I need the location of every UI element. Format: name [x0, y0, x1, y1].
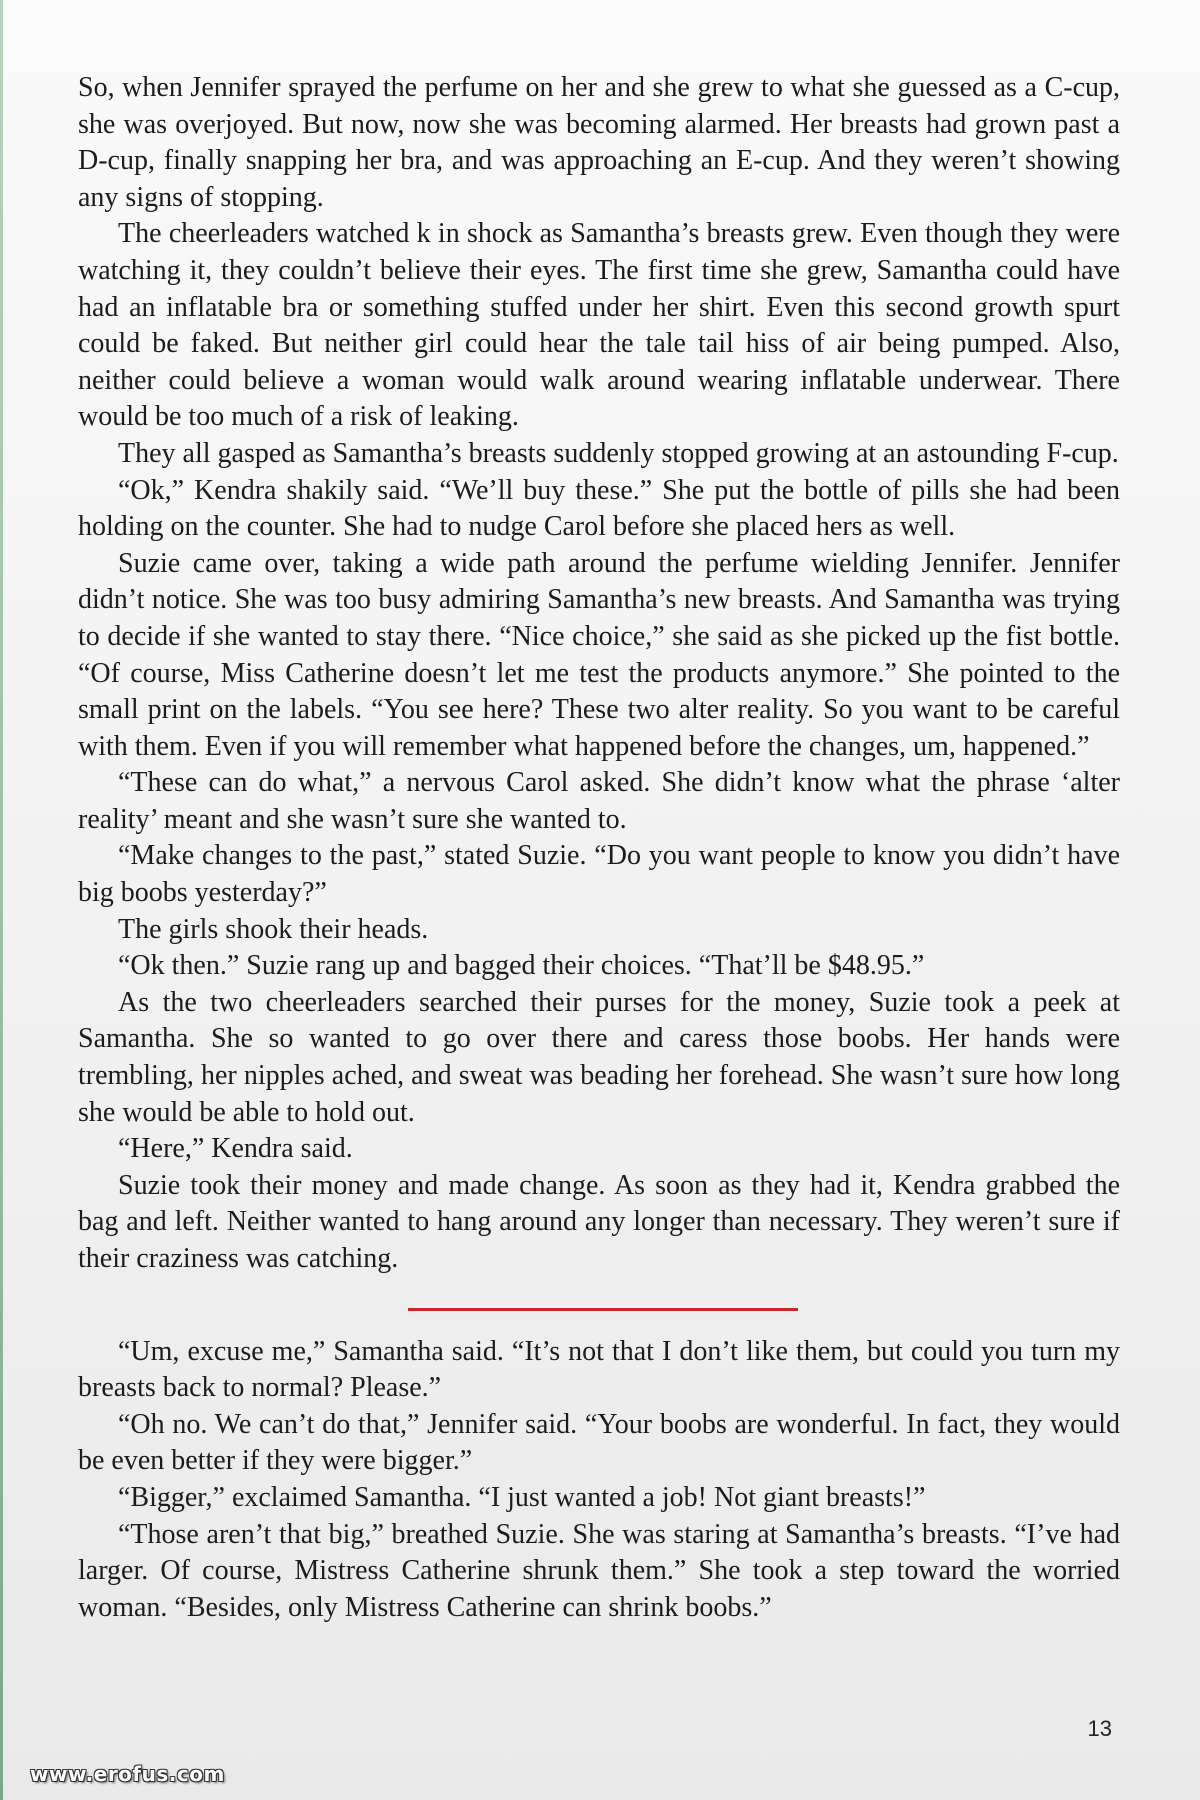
paragraph: “Um, excuse me,” Samantha said. “It’s not that I don’t like them, but could you turn my breasts back to normal? Please.”	[78, 1335, 1120, 1404]
paragraph: So, when Jennifer sprayed the perfume on her and she grew to what she guessed as a C-cup, she was overjoyed. But now, now she was becoming alarmed. Her breasts had grown past a D-cup, finally snapping her bra, and was approaching an E-cup. And they weren’t showing any signs of stopping.	[78, 72, 1120, 213]
paragraph: “Here,” Kendra said.	[118, 1133, 353, 1165]
body-text	[78, 70, 1120, 1626]
paragraph: “Those aren’t that big,” breathed Suzie. She was staring at Samantha’s breasts. “I’ve had larger. Of course, Mistress Catherine shrunk them.” She took a step toward the worried woman. “Besides, only Mistress Catherine can shrink boobs.”	[78, 1518, 1120, 1623]
paragraph: “Bigger,” exclaimed Samantha. “I just wanted a job! Not giant breasts!”	[118, 1481, 926, 1513]
scene-break	[78, 1278, 1120, 1314]
page-number: 13	[1087, 1716, 1112, 1741]
paragraph: They all gasped as Samantha’s breasts suddenly stopped growing at an astounding F-cup.	[118, 437, 1119, 469]
page-edge	[0, 0, 3, 1800]
paragraph: Suzie came over, taking a wide path around the perfume wielding Jennifer. Jennifer didn’t notice. She was too busy admiring Samantha’s new breasts. And Samantha was trying to decide if she wanted to stay there. “Nice choice,” she said as she picked up the fist bottle. “Of course, Miss Catherine doesn’t let me test the products anymore.” She pointed to the small print on the labels. “You see here? These two alter reality. So you want to be careful with them. Even if you will remember what happened before the changes, um, happened.”	[78, 547, 1120, 762]
paragraph: The girls shook their heads.	[118, 913, 429, 945]
spacer	[78, 1314, 1120, 1334]
paragraph: “Make changes to the past,” stated Suzie. “Do you want people to know you didn’t have big boobs yesterday?”	[78, 840, 1120, 909]
paragraph: “These can do what,” a nervous Carol asked. She didn’t know what the phrase ‘alter reality’ meant and she wasn’t sure she wanted to.	[78, 767, 1120, 835]
paragraph: The cheerleaders watched k in shock as Samantha’s breasts grew. Even though they were watching it, they couldn’t believe their eyes. The first time she grew, Samantha could have had an inflatable bra or something stuffed under her shirt. Even this second growth spurt could be faked. But neither girl could hear the tale tail hiss of air being pumped. Also, neither could believe a woman would walk around wearing inflatable underwear. There would be too much of a risk of leaking.	[78, 218, 1120, 433]
paragraph: As the two cheerleaders searched their purses for the money, Suzie took a peek at Samantha. She so wanted to go over there and caress those boobs. Her hands were trembling, her nipples ached, and sweat was beading her forehead. She wasn’t sure how long she would be able to hold out.	[78, 986, 1120, 1128]
paragraph: “Ok,” Kendra shakily said. “We’ll buy these.” She put the bottle of pills she had been holding on the counter. She had to nudge Carol before she placed hers as well.	[78, 474, 1120, 543]
watermark[interactable]: www.erofus.com	[30, 1762, 225, 1786]
paragraph: “Ok then.” Suzie rang up and bagged their choices. “That’ll be $48.95.”	[118, 950, 925, 982]
section-divider	[408, 1308, 798, 1311]
paragraph: “Oh no. We can’t do that,” Jennifer said. “Your boobs are wonderful. In fact, they would be even better if they were bigger.”	[78, 1408, 1120, 1477]
paragraph: Suzie took their money and made change. As soon as they had it, Kendra grabbed the bag and left. Neither wanted to hang around any longer than necessary. They weren’t sure if their craziness was catching.	[78, 1169, 1120, 1274]
